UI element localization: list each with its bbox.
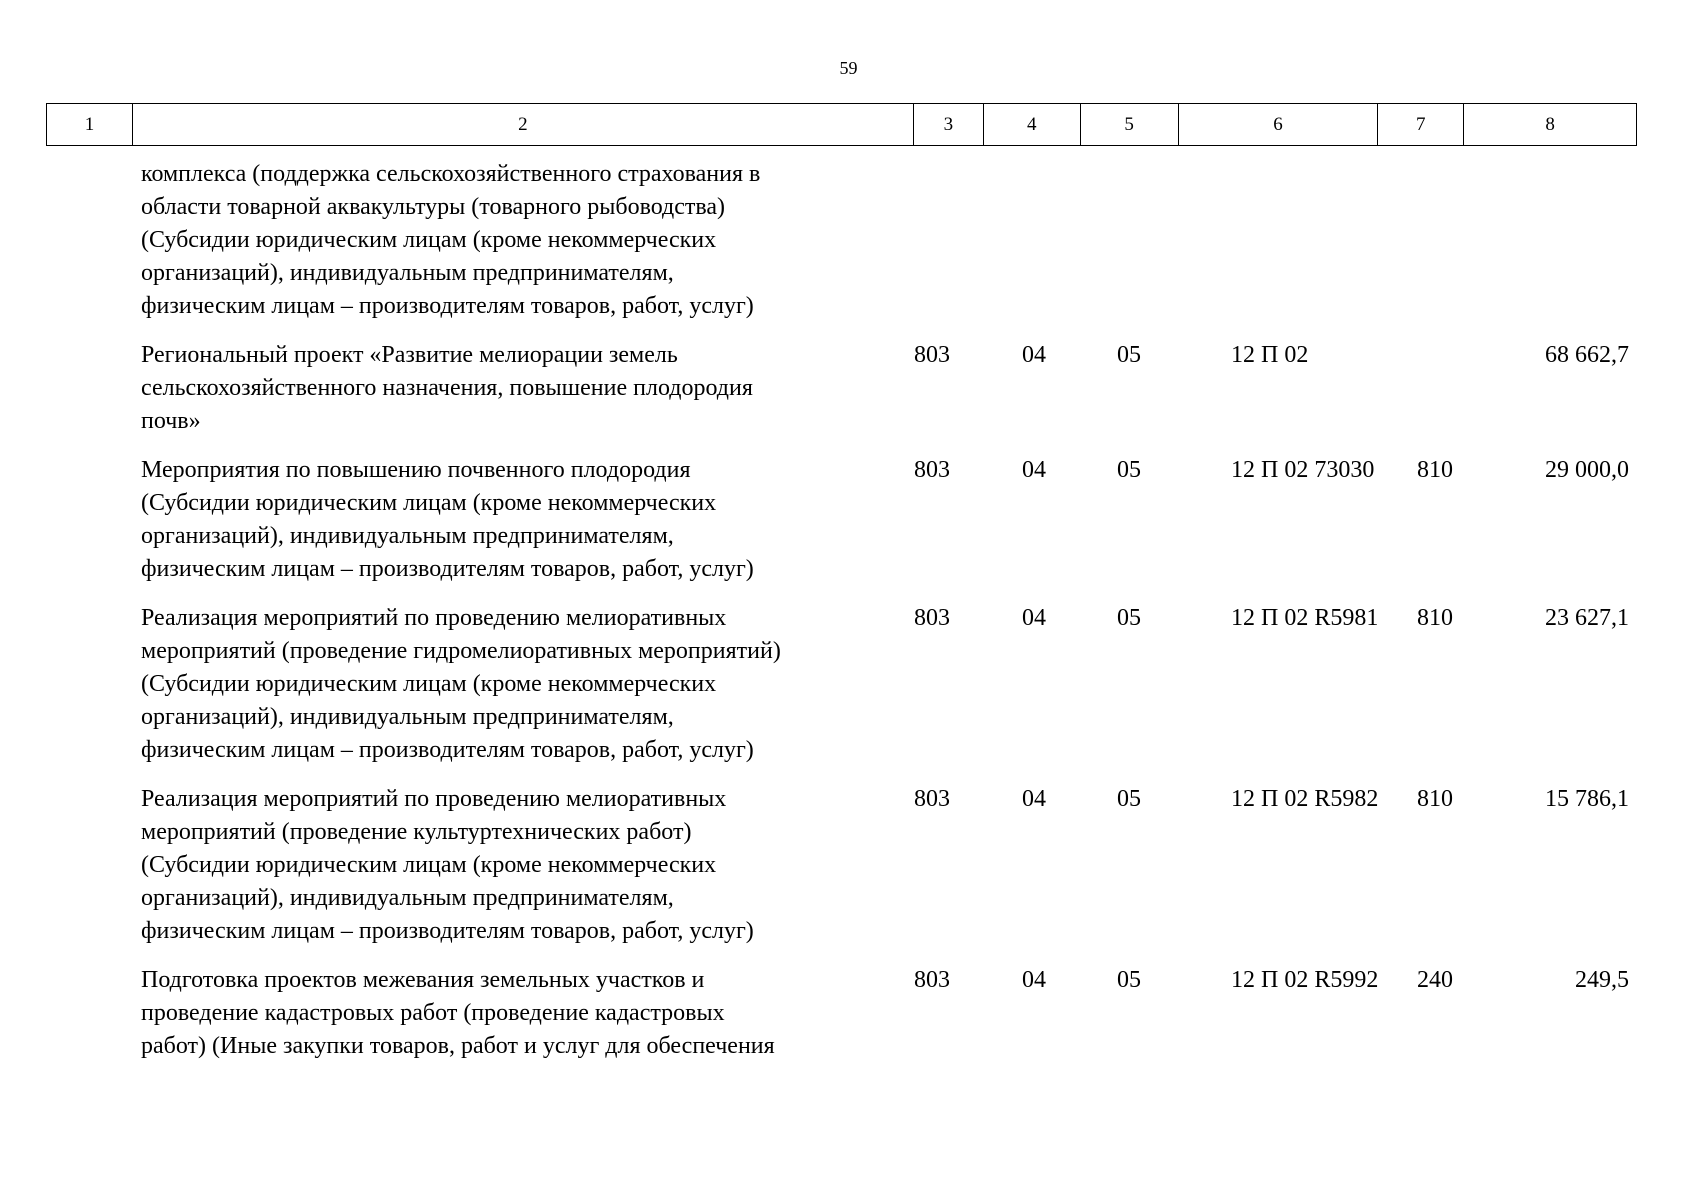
- table-row: [46, 783, 1637, 948]
- table-row: [46, 964, 1637, 1063]
- column-header-4: 4: [984, 104, 1081, 145]
- ministry-code: 803: [914, 605, 950, 631]
- description-line: Реализация мероприятий по проведению мелиоративных: [141, 786, 727, 812]
- description-line: мероприятий (проведение культуртехнических работ): [141, 819, 692, 845]
- description-line: организаций), индивидуальным предпринимателям,: [141, 885, 674, 911]
- description-line: области товарной аквакультуры (товарного рыбоводства): [141, 194, 726, 220]
- description-line: (Субсидии юридическим лицам (кроме некоммерческих: [141, 490, 717, 516]
- description-line: работ) (Иные закупки товаров, работ и услуг для обеспечения: [141, 1033, 775, 1059]
- subsection-code: 05: [1117, 342, 1141, 368]
- description-line: физическим лицам – производителям товаров, работ, услуг): [141, 556, 754, 582]
- target-article-code: 12 П 02 R5981: [1231, 605, 1379, 631]
- table-row: [46, 339, 1637, 438]
- description-line: мероприятий (проведение гидромелиоративных мероприятий): [141, 638, 781, 664]
- column-header-8: 8: [1545, 113, 1555, 135]
- target-article-code: 12 П 02 R5992: [1231, 967, 1379, 993]
- ministry-code: 803: [914, 457, 950, 483]
- description-line: (Субсидии юридическим лицам (кроме некоммерческих: [141, 852, 717, 878]
- amount-value: 23 627,1: [1545, 605, 1629, 631]
- amount-value: 68 662,7: [1545, 342, 1629, 368]
- amount-value: [1465, 158, 1637, 323]
- expense-type-code: 810: [1417, 457, 1453, 483]
- column-header-5: 5: [1081, 104, 1179, 145]
- row-description: [46, 783, 914, 948]
- description-line: Подготовка проектов межевания земельных участков и: [141, 967, 705, 993]
- description-line: физическим лицам – производителям товаров, работ, услуг): [141, 293, 754, 319]
- section-code: 04: [1022, 457, 1046, 483]
- expense-type-code: 810: [1417, 605, 1453, 631]
- description-line: физическим лицам – производителям товаров, работ, услуг): [141, 918, 754, 944]
- description-line: комплекса (поддержка сельскохозяйственного страхования в: [141, 161, 761, 187]
- target-article-code: 12 П 02: [1231, 342, 1309, 368]
- description-line: организаций), индивидуальным предпринимателям,: [141, 523, 674, 549]
- table-row: [46, 602, 1637, 767]
- subsection-code: 05: [1117, 786, 1141, 812]
- description-line: (Субсидии юридическим лицам (кроме некоммерческих: [141, 671, 717, 697]
- row-description: [46, 158, 914, 323]
- page-number: 59: [839, 58, 858, 78]
- row-description: [46, 454, 914, 586]
- row-description: [46, 339, 914, 438]
- subsection-code: [1081, 158, 1179, 323]
- table-header-row: [46, 103, 1637, 146]
- column-header-2: 2: [133, 104, 914, 145]
- expense-type-code: 810: [1417, 786, 1453, 812]
- description-line: Региональный проект «Развитие мелиорации земель: [141, 342, 678, 368]
- section-code: 04: [1022, 786, 1046, 812]
- section-code: 04: [1022, 967, 1046, 993]
- column-header-6: 6: [1179, 104, 1379, 145]
- target-article-code: 12 П 02 R5982: [1231, 786, 1379, 812]
- target-article-code: 12 П 02 73030: [1231, 457, 1375, 483]
- expense-type-code: 240: [1417, 967, 1453, 993]
- row-description: [46, 964, 914, 1063]
- description-line: организаций), индивидуальным предпринимателям,: [141, 260, 674, 286]
- row-description: [46, 602, 914, 767]
- ministry-code: 803: [914, 967, 950, 993]
- description-line: проведение кадастровых работ (проведение кадастровых: [141, 1000, 725, 1026]
- table-row: [46, 158, 1637, 323]
- amount-value: 15 786,1: [1545, 786, 1629, 812]
- description-line: (Субсидии юридическим лицам (кроме некоммерческих: [141, 227, 717, 253]
- subsection-code: 05: [1117, 605, 1141, 631]
- description-line: сельскохозяйственного назначения, повышение плодородия: [141, 375, 753, 401]
- amount-value: 29 000,0: [1545, 457, 1629, 483]
- amount-value: 249,5: [1575, 967, 1629, 993]
- section-code: [984, 158, 1081, 323]
- subsection-code: 05: [1117, 967, 1141, 993]
- description-line: почв»: [141, 408, 201, 434]
- target-article-code: [1179, 158, 1379, 323]
- description-line: организаций), индивидуальным предпринимателям,: [141, 704, 674, 730]
- ministry-code: 803: [914, 342, 950, 368]
- column-header-1: 1: [47, 104, 133, 145]
- column-header-3: 3: [914, 104, 984, 145]
- subsection-code: 05: [1117, 457, 1141, 483]
- ministry-code: [914, 158, 984, 323]
- ministry-code: 803: [914, 786, 950, 812]
- table-row: [46, 454, 1637, 586]
- description-line: Реализация мероприятий по проведению мелиоративных: [141, 605, 727, 631]
- column-header-7: 7: [1378, 104, 1464, 145]
- table-body: [46, 158, 1637, 1063]
- description-line: физическим лицам – производителям товаров, работ, услуг): [141, 737, 754, 763]
- expense-type-code: [1379, 158, 1465, 323]
- expense-type-code: [1379, 339, 1465, 438]
- section-code: 04: [1022, 342, 1046, 368]
- section-code: 04: [1022, 605, 1046, 631]
- description-line: Мероприятия по повышению почвенного плодородия: [141, 457, 691, 483]
